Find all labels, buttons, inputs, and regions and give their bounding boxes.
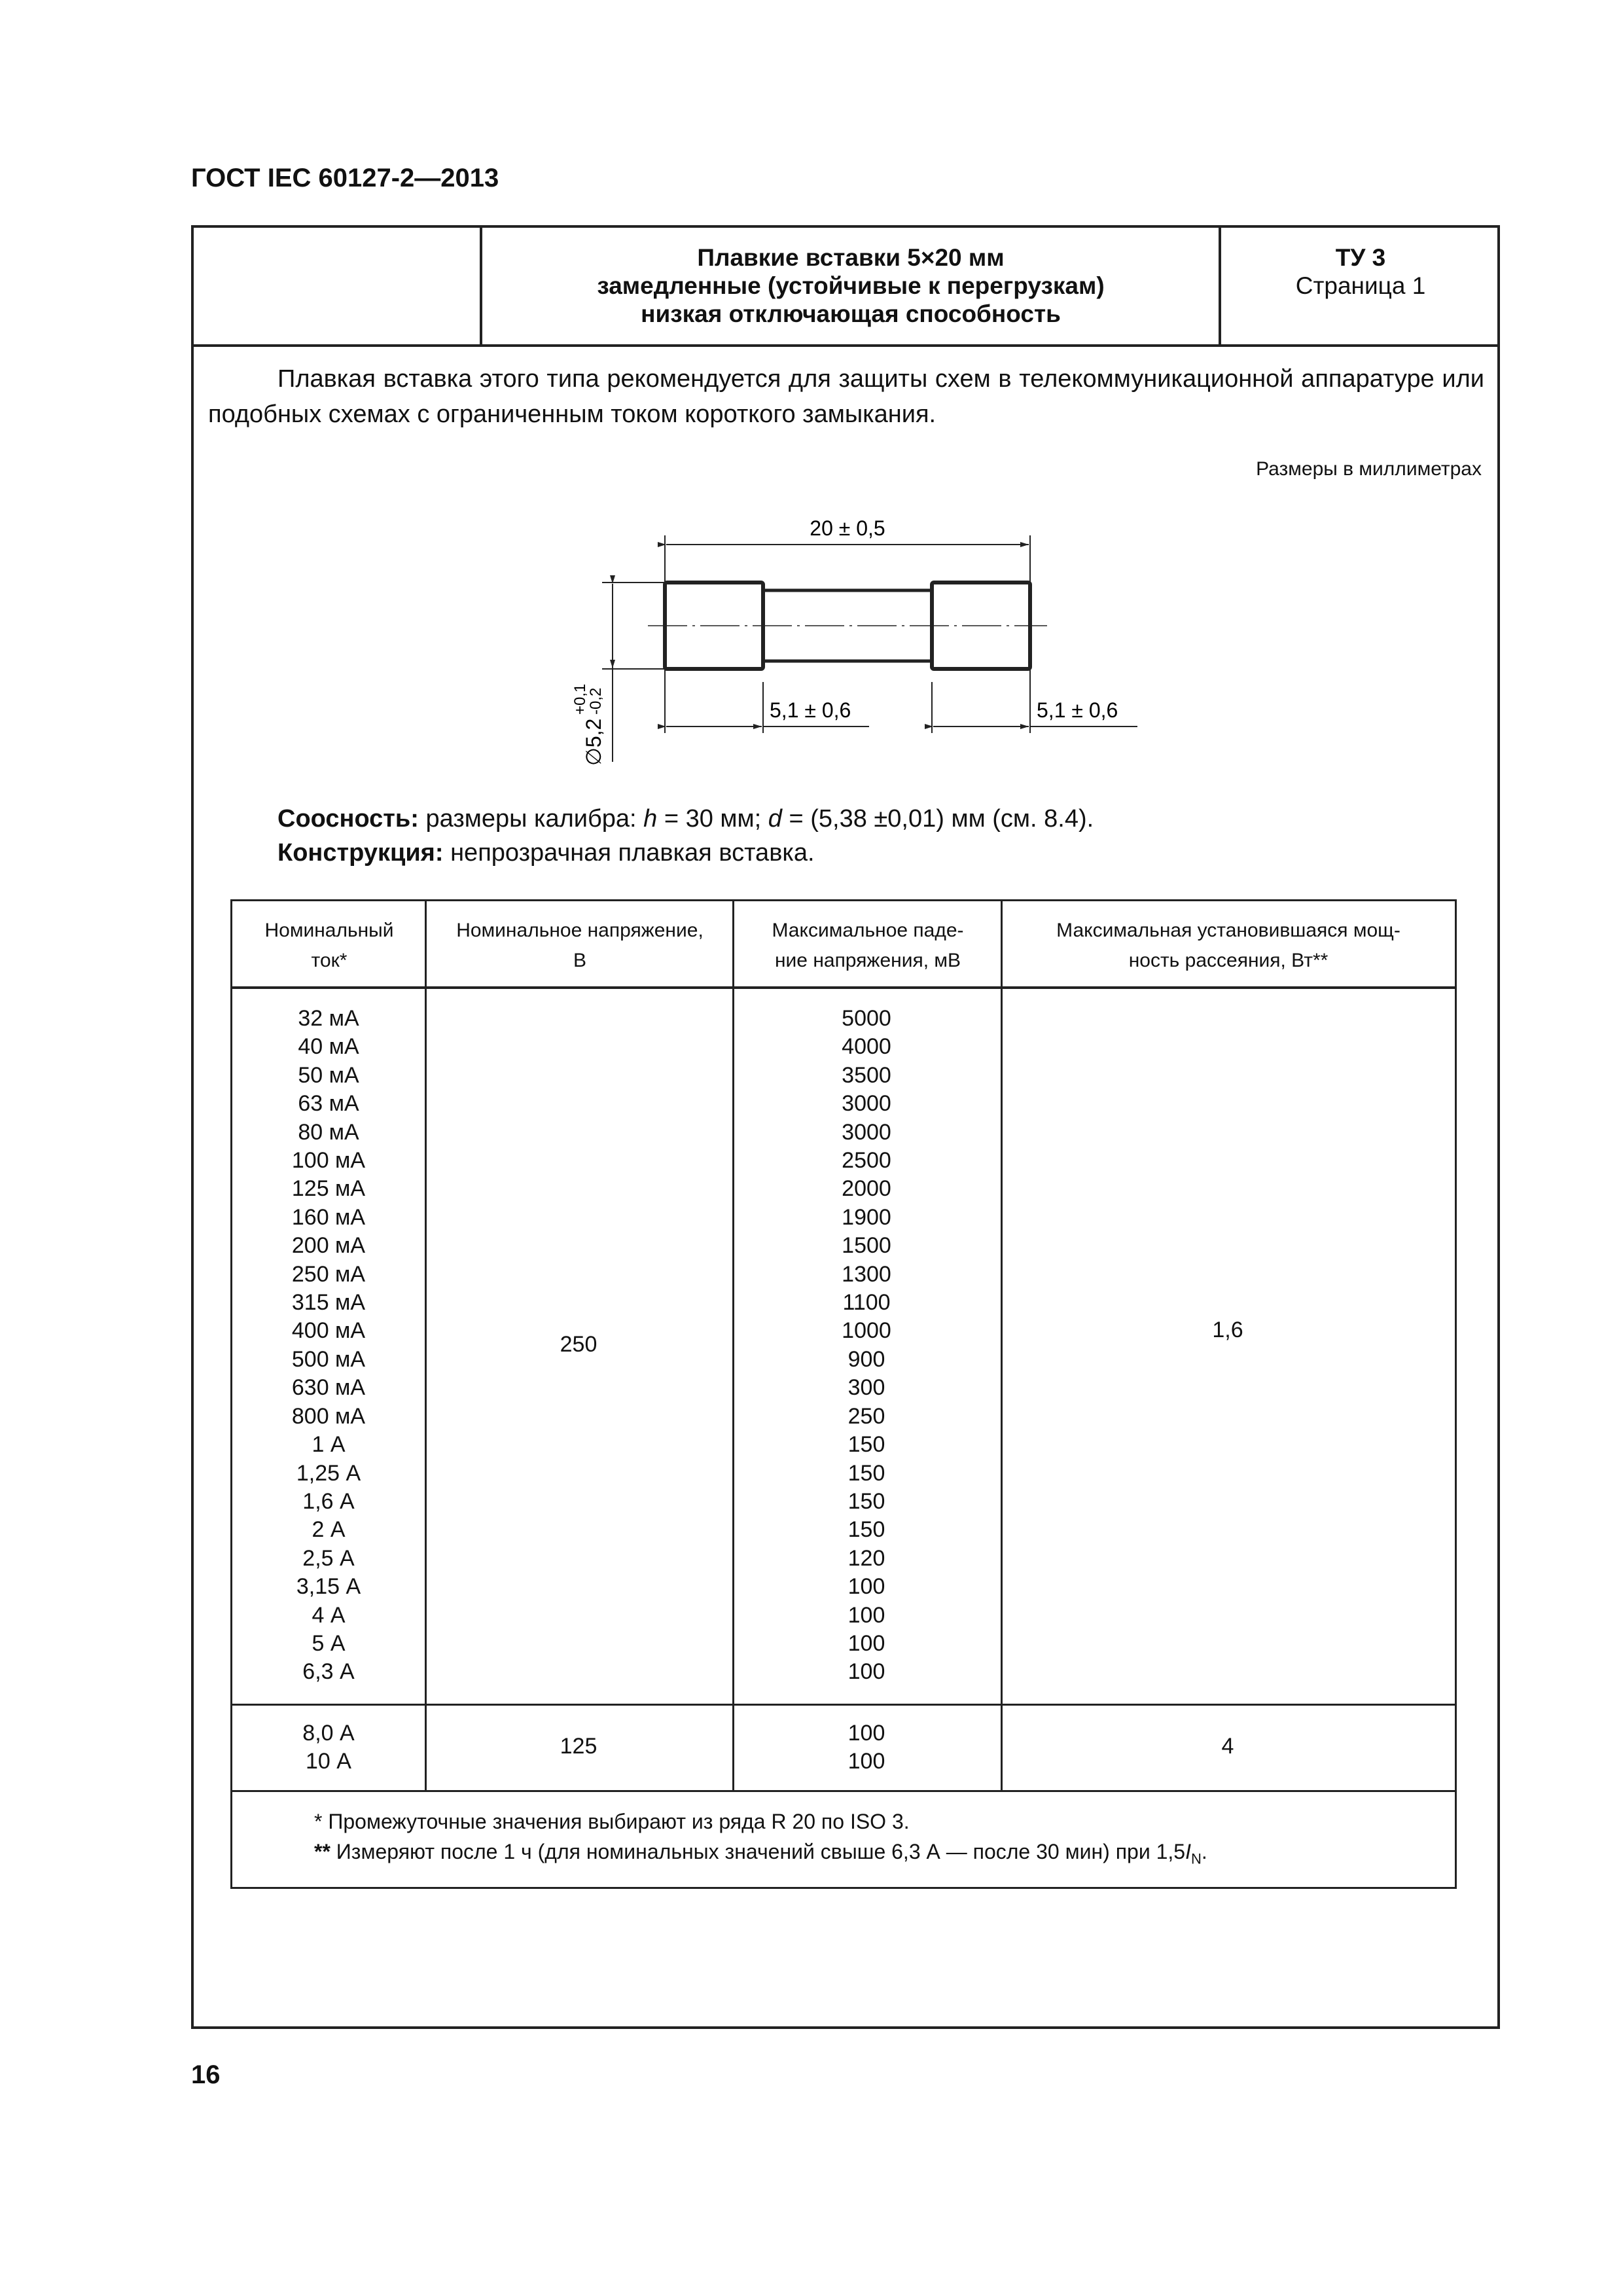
ratings-table: [230, 899, 1457, 1889]
overall-length-label: 20 ± 0,5: [810, 516, 885, 540]
coaxiality-label: Соосность:: [277, 805, 419, 833]
current-value: 40 мА: [298, 1034, 359, 1060]
current-value: 8,0 А: [302, 1721, 355, 1746]
voltage-drop-value: 150: [847, 1517, 885, 1543]
current-value: 4 А: [312, 1602, 346, 1628]
fuse-dimension-drawing: [550, 511, 1165, 772]
d-symbol: d: [768, 805, 782, 833]
diameter-tolerance-upper: +0,1: [571, 683, 589, 715]
header-text: ток*: [311, 950, 348, 971]
coaxiality-text: = 30 мм;: [657, 805, 768, 833]
row-rule: [232, 1704, 1455, 1706]
h-symbol: h: [643, 805, 658, 833]
voltage-drop-value: 4000: [842, 1034, 891, 1060]
current-value: 125 мА: [291, 1176, 366, 1202]
note-symbol: I: [1185, 1840, 1191, 1863]
sheet-title-line: Плавкие вставки 5×20 мм: [697, 244, 1005, 271]
page-number: 16: [191, 2060, 221, 2089]
voltage-drop-value: 100: [847, 1659, 885, 1685]
current-value: 250 мА: [291, 1261, 366, 1287]
coaxiality-line: [277, 802, 1094, 836]
note-2: [314, 1837, 1207, 1874]
header-text: Номинальное напряжение,: [456, 920, 704, 941]
intro-paragraph: Плавкая вставка этого типа рекомендуется для защиты схем в телекоммуникационной аппаратуре или подобных схемах с ограниченным током короткого замыкания.: [208, 365, 1484, 428]
current-value: 630 мА: [291, 1375, 366, 1401]
power-group1: 1,6: [1212, 1318, 1243, 1342]
voltage-drop-value: 250: [847, 1403, 885, 1429]
sheet-title-line: замедленные (устойчивые к перегрузкам): [597, 272, 1105, 299]
current-value: 1,25 А: [296, 1460, 361, 1486]
units-note: Размеры в миллиметрах: [1256, 458, 1482, 480]
header-voltage: [426, 916, 734, 976]
construction-label: Конструкция:: [277, 839, 444, 867]
voltage-drop-value: 5000: [842, 1006, 891, 1031]
table-notes: [314, 1806, 1207, 1874]
construction-line: [277, 836, 815, 870]
current-column-group1: [232, 1005, 425, 1687]
diameter-tolerance-lower: -0,2: [587, 687, 605, 715]
header-text: Максимальное паде-: [772, 920, 964, 941]
voltage-drop-value: 100: [847, 1721, 885, 1746]
note-subscript: N: [1190, 1850, 1202, 1867]
current-value: 400 мА: [291, 1318, 366, 1344]
sheet-title-line: низкая отключающая способность: [641, 300, 1061, 327]
voltage-drop-value: 1900: [842, 1204, 891, 1230]
coaxiality-text: = (5,38 ±0,01) мм (см. 8.4).: [781, 805, 1094, 833]
power-group2: 4: [1221, 1734, 1234, 1759]
drop-column-group2: [732, 1719, 1001, 1776]
voltage-drop-value: 3000: [842, 1091, 891, 1117]
note-mark: **: [314, 1840, 330, 1863]
sheet-page: Страница 1: [1295, 272, 1426, 299]
voltage-drop-value: 3000: [842, 1119, 891, 1145]
note-text: Измеряют после 1 ч (для номинальных значений свыше 6,3 А — после 30 мин) при 1,5: [330, 1840, 1186, 1863]
current-column-group2: [232, 1719, 425, 1776]
header-divider: [480, 225, 482, 344]
right-cap-length-label: 5,1 ± 0,6: [1037, 698, 1118, 722]
voltage-drop-value: 120: [847, 1545, 885, 1571]
current-value: 6,3 А: [302, 1659, 355, 1685]
voltage-drop-value: 150: [847, 1488, 885, 1514]
voltage-drop-value: 900: [847, 1346, 885, 1372]
header-text: Максимальная установившаяся мощ-: [1056, 920, 1400, 941]
voltage-drop-value: 3500: [842, 1062, 891, 1088]
voltage-drop-value: 2500: [842, 1148, 891, 1174]
diameter-label: ∅5,2: [582, 718, 605, 766]
construction-text: непрозрачная плавкая вставка.: [443, 839, 815, 867]
note-text: .: [1201, 1840, 1207, 1863]
header-text: В: [573, 950, 586, 971]
header-rule: [232, 986, 1455, 989]
sheet-title: [484, 243, 1217, 328]
current-value: 160 мА: [291, 1204, 366, 1230]
current-value: 800 мА: [291, 1403, 366, 1429]
current-value: 50 мА: [298, 1062, 359, 1088]
voltage-drop-value: 1100: [842, 1290, 891, 1316]
current-value: 3,15 А: [296, 1574, 361, 1600]
header-power: [1002, 916, 1455, 976]
voltage-drop-value: 100: [847, 1749, 885, 1774]
voltage-group1: 250: [560, 1332, 597, 1357]
header-voltage-drop: [734, 916, 1002, 976]
current-value: 1 А: [312, 1432, 346, 1458]
voltage-drop-value: 100: [847, 1602, 885, 1628]
drop-column-group1: [732, 1005, 1001, 1687]
current-value: 2 А: [312, 1517, 346, 1543]
voltage-drop-value: 1500: [842, 1233, 891, 1259]
note-1: * Промежуточные значения выбирают из ряда R 20 по ISO 3.: [314, 1810, 910, 1833]
voltage-drop-value: 100: [847, 1630, 885, 1656]
header-text: Номинальный: [264, 920, 394, 941]
header-text: ность рассеяния, Вт**: [1128, 950, 1329, 971]
sheet-code: ТУ 3: [1335, 244, 1386, 271]
row-rule: [232, 1790, 1455, 1792]
voltage-group2: 125: [560, 1734, 597, 1759]
current-value: 1,6 А: [302, 1488, 355, 1514]
header-current: [232, 916, 426, 976]
current-value: 315 мА: [291, 1290, 366, 1316]
current-value: 5 А: [312, 1630, 346, 1656]
voltage-drop-value: 300: [847, 1375, 885, 1401]
voltage-drop-value: 1300: [842, 1261, 891, 1287]
voltage-drop-value: 1000: [842, 1318, 891, 1344]
document-code: ГОСТ IEC 60127-2—2013: [191, 164, 499, 192]
current-value: 63 мА: [298, 1091, 359, 1117]
current-value: 10 А: [306, 1749, 351, 1774]
current-value: 2,5 А: [302, 1545, 355, 1571]
sheet-reference: [1221, 243, 1500, 300]
current-value: 32 мА: [298, 1006, 359, 1031]
current-value: 200 мА: [291, 1233, 366, 1259]
current-value: 500 мА: [291, 1346, 366, 1372]
voltage-drop-value: 150: [847, 1432, 885, 1458]
voltage-drop-value: 2000: [842, 1176, 891, 1202]
voltage-drop-value: 100: [847, 1574, 885, 1600]
voltage-drop-value: 150: [847, 1460, 885, 1486]
left-cap-length-label: 5,1 ± 0,6: [770, 698, 851, 722]
header-text: ние напряжения, мВ: [774, 950, 961, 971]
current-value: 80 мА: [298, 1119, 359, 1145]
coaxiality-text: размеры калибра:: [418, 805, 644, 833]
column-rule: [1001, 901, 1003, 1791]
current-value: 100 мА: [291, 1148, 366, 1174]
